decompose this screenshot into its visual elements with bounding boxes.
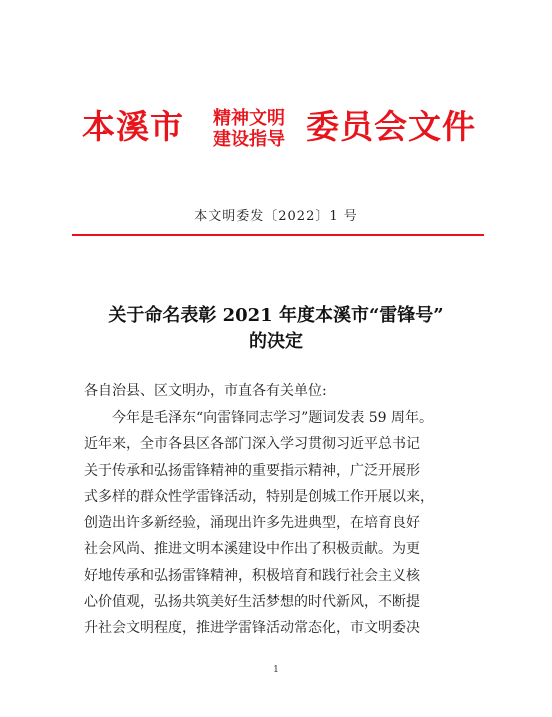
masthead-right-text: 委员会文件 xyxy=(306,107,476,146)
page-number: 1 xyxy=(273,665,279,675)
body-line: 好地传承和弘扬雷锋精神，积极培育和践行社会主义核 xyxy=(84,567,420,584)
red-divider-line xyxy=(72,234,484,236)
body-line: 式多样的群众性学雷锋活动，特别是创城工作开展以来， xyxy=(84,488,434,505)
document-number: 本文明委发〔2022〕1 号 xyxy=(194,209,358,224)
title-line-2: 的决定 xyxy=(249,331,303,352)
masthead-stacked-text xyxy=(213,108,303,150)
body-line: 创造出许多新经验，涌现出许多先进典型，在培育良好 xyxy=(84,515,420,532)
body-line: 升社会文明程度，推进学雷锋活动常态化，市文明委决 xyxy=(84,620,420,637)
body-line: 近年来，全市各县区各部门深入学习贯彻习近平总书记 xyxy=(84,436,420,453)
body-line: 心价值观，弘扬共筑美好生活梦想的时代新风，不断提 xyxy=(84,594,420,611)
masthead-stack-top: 精神文明 xyxy=(213,108,285,129)
masthead-left-text: 本溪市 xyxy=(82,107,184,146)
document-title xyxy=(60,303,492,355)
masthead-stack-bottom: 建设指导 xyxy=(213,129,285,150)
title-line-1: 关于命名表彰 2021 年度本溪市“雷锋号” xyxy=(108,305,444,326)
salutation: 各自治县、区文明办，市直各有关单位: xyxy=(84,383,327,399)
masthead xyxy=(74,100,494,160)
body-line: 社会风尚、推进文明本溪建设中作出了积极贡献。为更 xyxy=(84,541,420,558)
body-paragraph xyxy=(84,405,484,642)
body-line: 今年是毛泽东“向雷锋同志学习”题词发表 59 周年。 xyxy=(112,410,434,426)
body-line: 关于传承和弘扬雷锋精神的重要指示精神，广泛开展形 xyxy=(84,462,420,479)
